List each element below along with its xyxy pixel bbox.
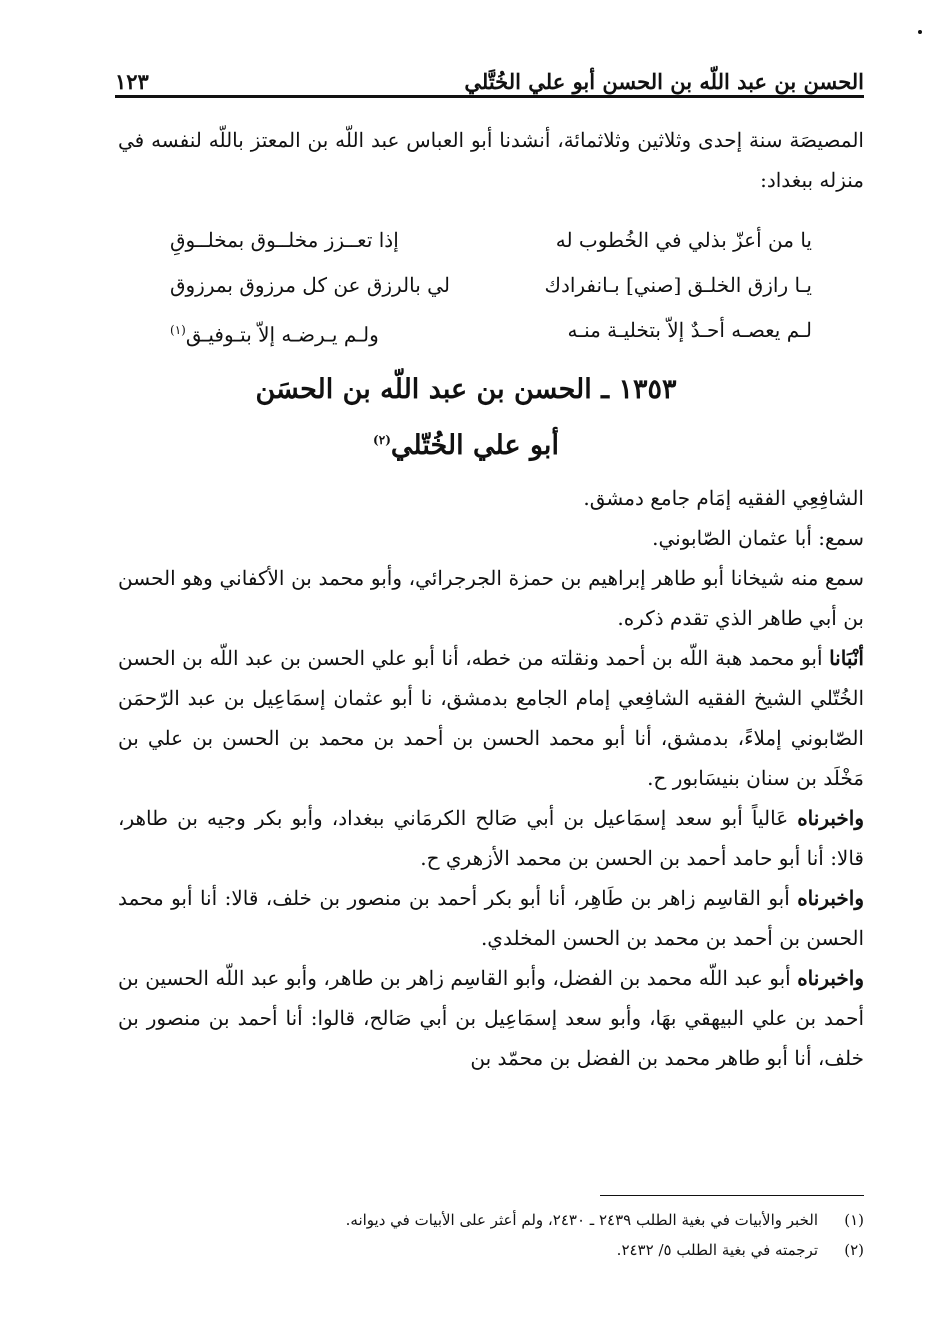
paragraph-lead: واخبرناه bbox=[797, 806, 864, 830]
footnote-number: (١) bbox=[844, 1211, 864, 1229]
footnote-text: ترجمته في بغية الطلب ٥/ ٢٤٣٢. bbox=[616, 1241, 818, 1259]
running-header bbox=[115, 58, 864, 94]
footnote bbox=[118, 1205, 864, 1235]
footnote-text: الخبر والأبيات في بغية الطلب ٢٤٣٩ ـ ٢٤٣٠، ولم أعثر على الأبيات في ديوانه. bbox=[345, 1211, 818, 1229]
verse-line bbox=[170, 308, 812, 358]
paragraph-text: أبو القاسِم زاهر بن طَاهِر، أنا أبو بكر أحمد بن منصور بن خلف، قالا: أنا أبو محمد الحسن بن أحمد بن محمد بن الحسن المخلدي. bbox=[118, 886, 864, 950]
paragraph bbox=[118, 798, 864, 878]
entry-title-line2 bbox=[0, 416, 932, 470]
paragraph bbox=[118, 878, 864, 958]
footnote-number: (٢) bbox=[844, 1241, 864, 1259]
paragraph bbox=[118, 518, 864, 558]
paragraph bbox=[118, 478, 864, 518]
verse-second-hemistich bbox=[170, 218, 470, 263]
entry-body bbox=[118, 478, 864, 1078]
entry-title-line1: ١٣٥٣ ـ الحسن بن عبد اللّه بن الحسَن bbox=[255, 374, 677, 405]
verse-first-hemistich: يا من أعزّ بذلي في الخُطوب له bbox=[555, 228, 812, 252]
footnote-rule bbox=[600, 1195, 864, 1196]
verse-second-text: إذا تعــزز مخلــوق بمخلــوقِ bbox=[170, 228, 399, 252]
verse-line bbox=[170, 263, 812, 308]
verse-second-hemistich bbox=[170, 308, 470, 358]
scan-speck bbox=[918, 30, 922, 34]
paragraph-text: الشافِعِي الفقيه إمَام جامع دمشق. bbox=[583, 486, 864, 510]
entry-title-text: أبو علي الخُتّلي bbox=[390, 430, 559, 461]
verse-line bbox=[170, 218, 812, 263]
footnote bbox=[118, 1235, 864, 1265]
verse-second-hemistich bbox=[170, 263, 470, 308]
paragraph bbox=[118, 958, 864, 1078]
paragraph-lead: واخبرناه bbox=[797, 886, 864, 910]
poem bbox=[170, 218, 812, 358]
paragraph-text: أبو محمد هبة اللّه بن أحمد ونقلته من خطه، أنا أبو علي الحسن بن عبد اللّه بن الحسن الخُتّلي الشيخ الفقيه الشافِعي إمام الجامع بدمشق، نا أبو عثمان إسمَاعِيل بن عبد الرّحمَن الصّابوني إملاءً، بدمشق، أنا أبو محمد الحسن بن أحمد بن محمد بن الحسن بن علي بن مَخْلَد بن سنان بنيسَابور ح. bbox=[118, 646, 864, 790]
footnotes bbox=[118, 1205, 864, 1265]
paragraph-lead: واخبرناه bbox=[797, 966, 864, 990]
paragraph bbox=[118, 638, 864, 798]
paragraph-lead: أنْبَانا bbox=[829, 646, 864, 670]
paragraph bbox=[118, 558, 864, 638]
running-title: الحسن بن عبد اللّه بن الحسن أبو علي الخُتَّلي bbox=[464, 69, 864, 94]
paragraph-text: أبو عبد اللّه محمد بن الفضل، وأبو القاسِم زاهر بن طاهر، وأبو عبد اللّه الحسين بن أحمد بن علي البيهقي بهَا، وأبو سعد إسمَاعِيل بن أبي صَالح، قالوا: أنا أحمد بن منصور بن خلف، أنا أبو طاهر محمد بن الفضل بن محمّد بن bbox=[118, 966, 864, 1070]
verse-first-hemistich: لـم يعصـه أحـدٌ إلاّ بتخليـة منـه bbox=[567, 318, 812, 342]
footnote-ref: (٢) bbox=[373, 433, 391, 447]
paragraph-text: المصيصَة سنة إحدى وثلاثين وثلاثمائة، أنشدنا أبو العباس عبد اللّه بن المعتز باللّه لنفسه في منزله ببغداد: bbox=[118, 128, 864, 192]
page-number: ١٢٣ bbox=[115, 69, 149, 94]
verse-second-text: لي بالرزق عن كل مرزوق بمرزوق bbox=[170, 273, 450, 297]
paragraph-text: سمع: أبا عثمان الصّابوني. bbox=[652, 526, 864, 550]
paragraph-text: عَالياً أبو سعد إسمَاعيل بن أبي صَالح الكرمَاني ببغداد، وأبو بكر وجيه بن طاهر، قالا: أنا أبو حامد أحمد بن الحسن بن محمد الأزهري ح. bbox=[118, 806, 864, 870]
verse-first-hemistich: يـا رازق الخلـق [صني] بـانفرادك bbox=[544, 273, 812, 297]
verse-second-text: ولـم يـرضـه إلاّ بتـوفيـق bbox=[185, 322, 379, 347]
top-paragraph bbox=[118, 120, 864, 200]
paragraph-text: سمع منه شيخانا أبو طاهر إبراهيم بن حمزة الجرجرائي، وأبو محمد بن الأكفاني وهو الحسن بن أبي طاهر الذي تقدم ذكره. bbox=[118, 566, 864, 630]
header-rule bbox=[115, 95, 864, 98]
footnote-ref: (١) bbox=[170, 323, 186, 337]
